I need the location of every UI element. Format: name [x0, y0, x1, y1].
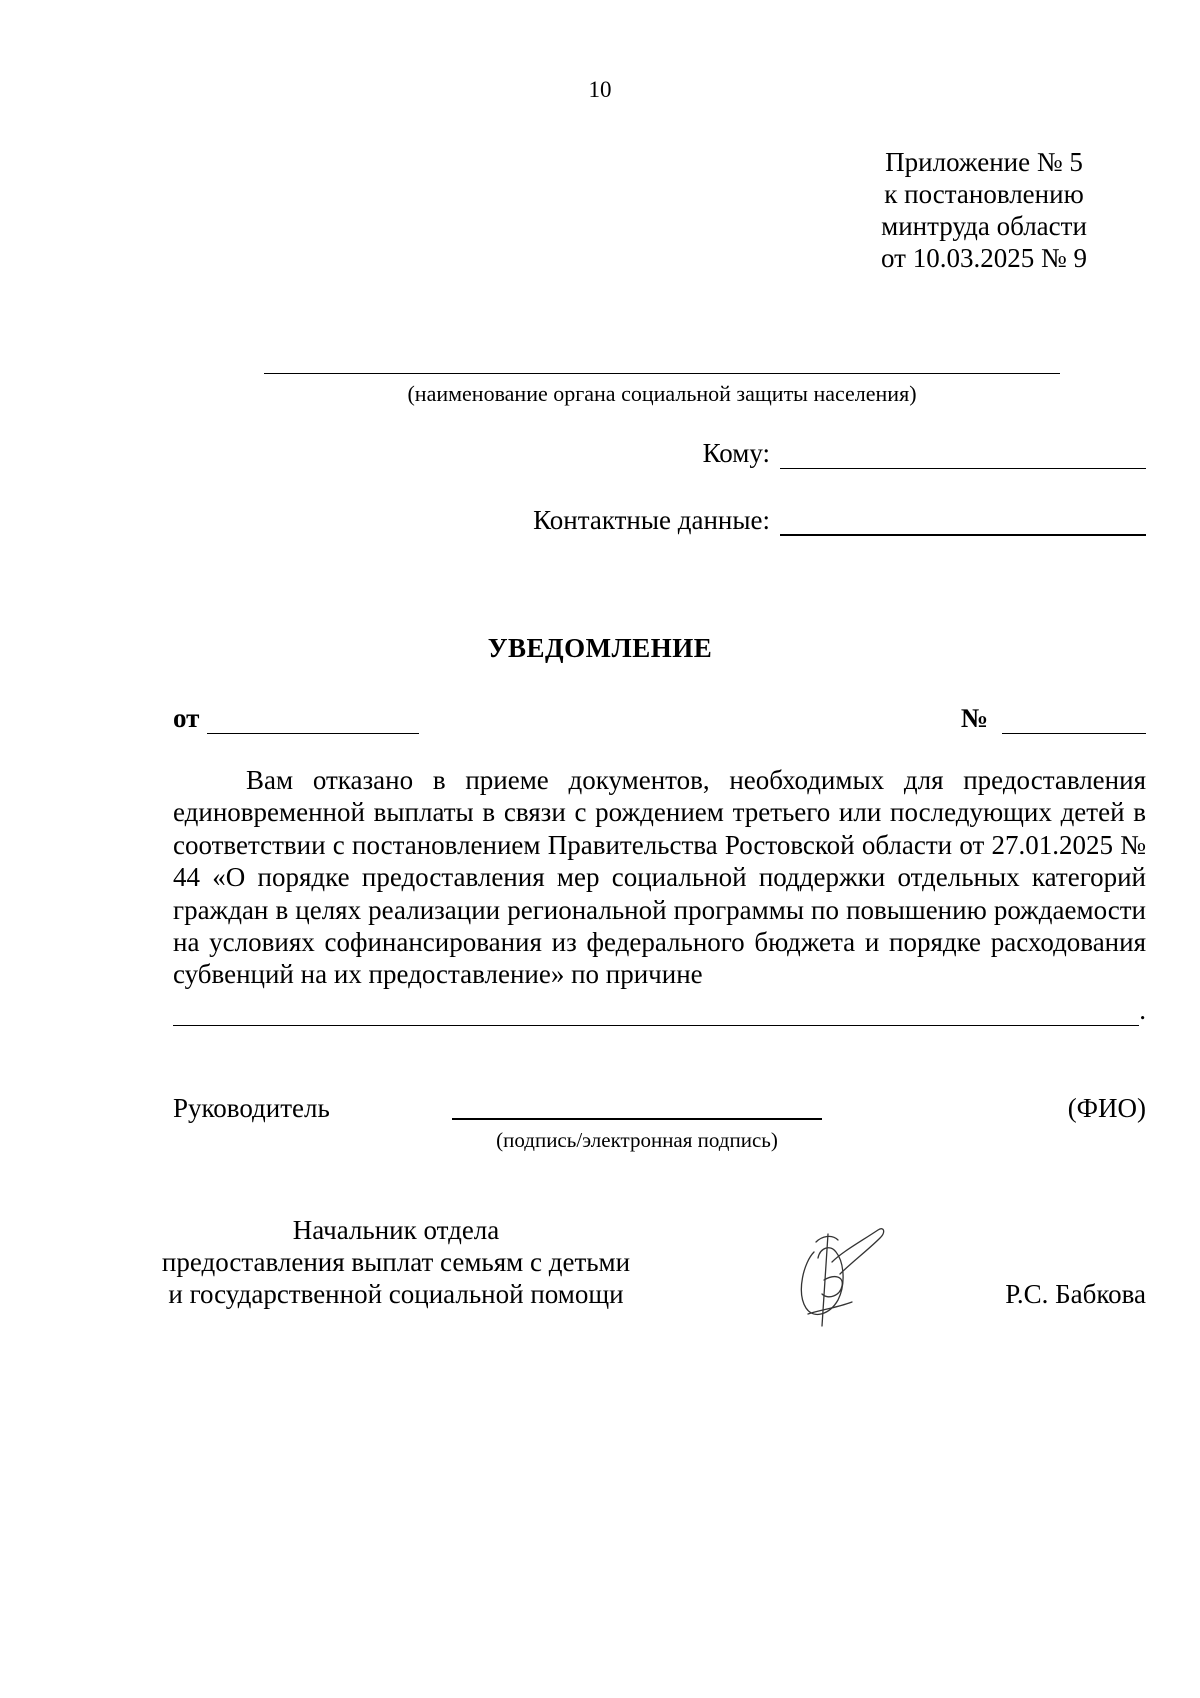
contacts-row	[533, 504, 1146, 536]
signature-caption: (подпись/электронная подпись)	[496, 1128, 778, 1152]
chief-title-line-1: Начальник отдела	[292, 1215, 500, 1245]
notification-body	[173, 764, 1146, 991]
appendix-line-3: минтруда области	[881, 211, 1087, 241]
body-paragraph: Вам отказано в приеме документов, необходимых для предоставления единовременной выплаты в связи с рождением третьего или последующих детей в соответствии с постановлением Правительства Ростовской области от 27.01.2025 № 44 «О порядке предоставления мер социальной поддержки отдельных категорий граждан в целях реализации региональной программы по повышению рождаемости на условиях софинансирования из федерального бюджета и порядке расходования субвенций на их предоставление» по причине	[173, 765, 1146, 990]
chief-title-line-3: и государственной социальной помощи	[168, 1279, 624, 1309]
signature-fill-line	[452, 1118, 822, 1120]
number-row	[961, 702, 1146, 734]
number-label: №	[960, 703, 988, 733]
recipient-row	[703, 437, 1146, 469]
reason-row	[173, 994, 1146, 1026]
head-label: Руководитель	[173, 1093, 330, 1123]
appendix-line-2: к постановлению	[884, 179, 1084, 209]
contacts-fill-line	[780, 504, 1146, 536]
date-row	[173, 702, 419, 734]
reason-fill-line	[173, 1001, 1139, 1026]
recipient-label: Кому:	[702, 438, 770, 468]
document-title: УВЕДОМЛЕНИЕ	[487, 633, 713, 663]
organization-caption: (наименование органа социальной защиты населения)	[407, 381, 917, 406]
appendix-block	[881, 146, 1087, 274]
appendix-line-4: от 10.03.2025 № 9	[881, 243, 1087, 273]
contacts-label: Контактные данные:	[533, 505, 770, 535]
chief-title-line-2: предоставления выплат семьям с детьми	[161, 1247, 631, 1277]
fio-label: (ФИО)	[1067, 1093, 1146, 1123]
handwritten-signature	[786, 1222, 894, 1332]
reason-end-period: .	[1139, 995, 1146, 1025]
from-label: от	[173, 703, 200, 733]
chief-name: Р.С. Бабкова	[1005, 1279, 1146, 1309]
recipient-fill-line	[780, 438, 1146, 469]
number-fill-line	[1002, 705, 1146, 734]
date-fill-line	[207, 705, 419, 734]
organization-fill-line	[264, 373, 1060, 374]
appendix-line-1: Приложение № 5	[885, 147, 1083, 177]
page-number: 10	[588, 77, 612, 102]
chief-position	[140, 1214, 652, 1310]
